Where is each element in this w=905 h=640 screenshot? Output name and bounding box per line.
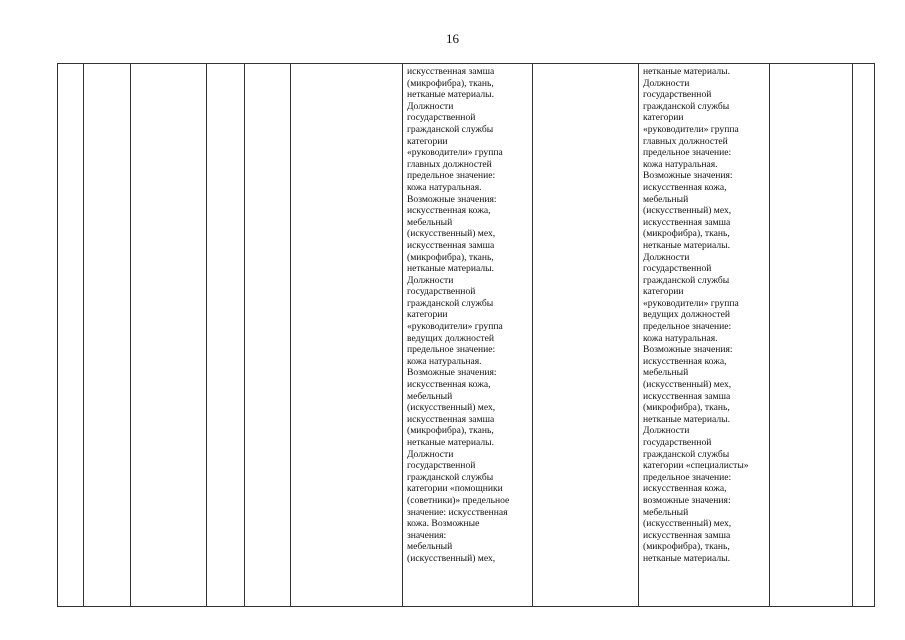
table-cell-2 xyxy=(84,64,131,607)
text-line: мебельный xyxy=(407,216,453,228)
text-line: Должности xyxy=(407,100,454,112)
table-cell-7 xyxy=(403,64,533,607)
text-line: искусственная кожа, xyxy=(643,355,727,367)
text-line: нетканые материалы. xyxy=(407,263,494,275)
text-line: искусственная замша xyxy=(407,66,495,77)
text-line: нетканые материалы. xyxy=(407,89,494,101)
table-cell-9 xyxy=(639,64,770,607)
text-line: категории xyxy=(407,309,448,321)
text-line: Возможные значения: xyxy=(643,170,733,182)
text-line: (советники)» предельное xyxy=(407,494,510,506)
text-line: «руководители» группа xyxy=(407,147,503,159)
text-line: искусственная замша xyxy=(407,239,495,251)
text-line: Возможные значения: xyxy=(643,344,733,356)
text-line: мебельный xyxy=(643,506,689,518)
table-cell-10 xyxy=(770,64,853,607)
cell-text-column-9 xyxy=(639,64,769,565)
text-line: Должности xyxy=(643,251,690,263)
text-line: (искусственный) мех, xyxy=(407,552,496,564)
text-line: «руководители» группа xyxy=(407,321,503,333)
table-cell-8 xyxy=(533,64,639,607)
text-line: ведущих должностей xyxy=(643,309,730,321)
text-line: кожа натуральная. xyxy=(407,355,482,367)
text-line: (искусственный) мех, xyxy=(407,402,496,414)
text-line: (искусственный) мех, xyxy=(643,205,732,217)
text-line: категории xyxy=(643,112,684,124)
text-line: Должности xyxy=(643,425,690,437)
text-line: предельное значение: xyxy=(643,147,732,159)
text-line: категории «помощники xyxy=(407,483,503,495)
text-line: Должности xyxy=(643,77,690,89)
text-line: кожа натуральная. xyxy=(643,158,718,170)
text-line: гражданской службы xyxy=(407,297,494,309)
text-line: искусственная замша xyxy=(643,529,731,541)
text-line: Возможные значения: xyxy=(407,193,497,205)
text-line: мебельный xyxy=(643,367,689,379)
text-line: значение: искусственная xyxy=(407,506,508,518)
text-line: искусственная кожа, xyxy=(643,181,727,193)
text-line: гражданской службы xyxy=(643,448,730,460)
table-row xyxy=(58,64,875,607)
text-line: значения: xyxy=(407,529,447,541)
text-line: кожа натуральная. xyxy=(407,181,482,193)
text-line: гражданской службы xyxy=(643,100,730,112)
table-cell-1 xyxy=(58,64,84,607)
text-line: государственной xyxy=(407,460,476,472)
text-line: (микрофибра), ткань, xyxy=(643,228,730,240)
text-line: искусственная замша xyxy=(407,413,495,425)
text-line: (искусственный) мех, xyxy=(407,228,496,240)
text-line: «руководители» группа xyxy=(643,297,739,309)
text-line: государственной xyxy=(643,89,712,101)
text-line: искусственная кожа, xyxy=(407,379,491,391)
text-line: нетканые материалы. xyxy=(643,413,730,425)
table-cell-5 xyxy=(245,64,291,607)
text-line: гражданской службы xyxy=(643,274,730,286)
text-line: возможные значения: xyxy=(643,494,731,506)
text-line: предельное значение: xyxy=(407,170,496,182)
table-cell-11 xyxy=(853,64,875,607)
text-line: кожа. Возможные xyxy=(407,518,480,530)
text-line: искусственная кожа, xyxy=(407,205,491,217)
table-cell-6 xyxy=(291,64,403,607)
table-cell-3 xyxy=(131,64,207,607)
text-line: гражданской службы xyxy=(407,123,494,135)
text-line: «руководители» группа xyxy=(643,123,739,135)
text-line: (микрофибра), ткань, xyxy=(643,541,730,553)
text-line: нетканые материалы. xyxy=(643,66,730,77)
text-line: главных должностей xyxy=(643,135,728,147)
text-line: мебельный xyxy=(643,193,689,205)
text-line: государственной xyxy=(407,112,476,124)
text-line: гражданской службы xyxy=(407,471,494,483)
text-line: кожа натуральная. xyxy=(643,332,718,344)
text-line: искусственная кожа, xyxy=(643,483,727,495)
text-line: (микрофибра), ткань, xyxy=(407,425,494,437)
text-line: ведущих должностей xyxy=(407,332,494,344)
page-number: 16 xyxy=(446,31,459,46)
requirements-table xyxy=(57,63,875,607)
table-cell-4 xyxy=(207,64,245,607)
text-line: (микрофибра), ткань, xyxy=(407,251,494,263)
text-line: нетканые материалы. xyxy=(643,552,730,564)
text-line: мебельный xyxy=(407,390,453,402)
text-line: государственной xyxy=(643,437,712,448)
text-line: (искусственный) мех, xyxy=(643,518,732,530)
text-line: категории «специалисты» xyxy=(643,460,749,472)
text-line: предельное значение: xyxy=(643,321,732,333)
text-line: главных должностей xyxy=(407,158,492,170)
text-line: Должности xyxy=(407,448,454,460)
text-line: (микрофибра), ткань, xyxy=(643,402,730,414)
text-line: предельное значение: xyxy=(643,471,732,483)
cell-text-column-7 xyxy=(403,64,532,565)
text-line: Должности xyxy=(407,274,454,286)
text-line: предельное значение: xyxy=(407,344,496,356)
text-line: категории xyxy=(407,135,448,147)
text-line: государственной xyxy=(643,263,712,275)
text-line: нетканые материалы. xyxy=(643,239,730,251)
text-line: искусственная замша xyxy=(643,216,731,228)
text-line: нетканые материалы. xyxy=(407,437,494,448)
text-line: искусственная замша xyxy=(643,390,731,402)
text-line: государственной xyxy=(407,286,476,298)
text-line: (микрофибра), ткань, xyxy=(407,77,494,89)
text-line: мебельный xyxy=(407,541,453,553)
text-line: категории xyxy=(643,286,684,298)
text-line: (искусственный) мех, xyxy=(643,379,732,391)
text-line: Возможные значения: xyxy=(407,367,497,379)
